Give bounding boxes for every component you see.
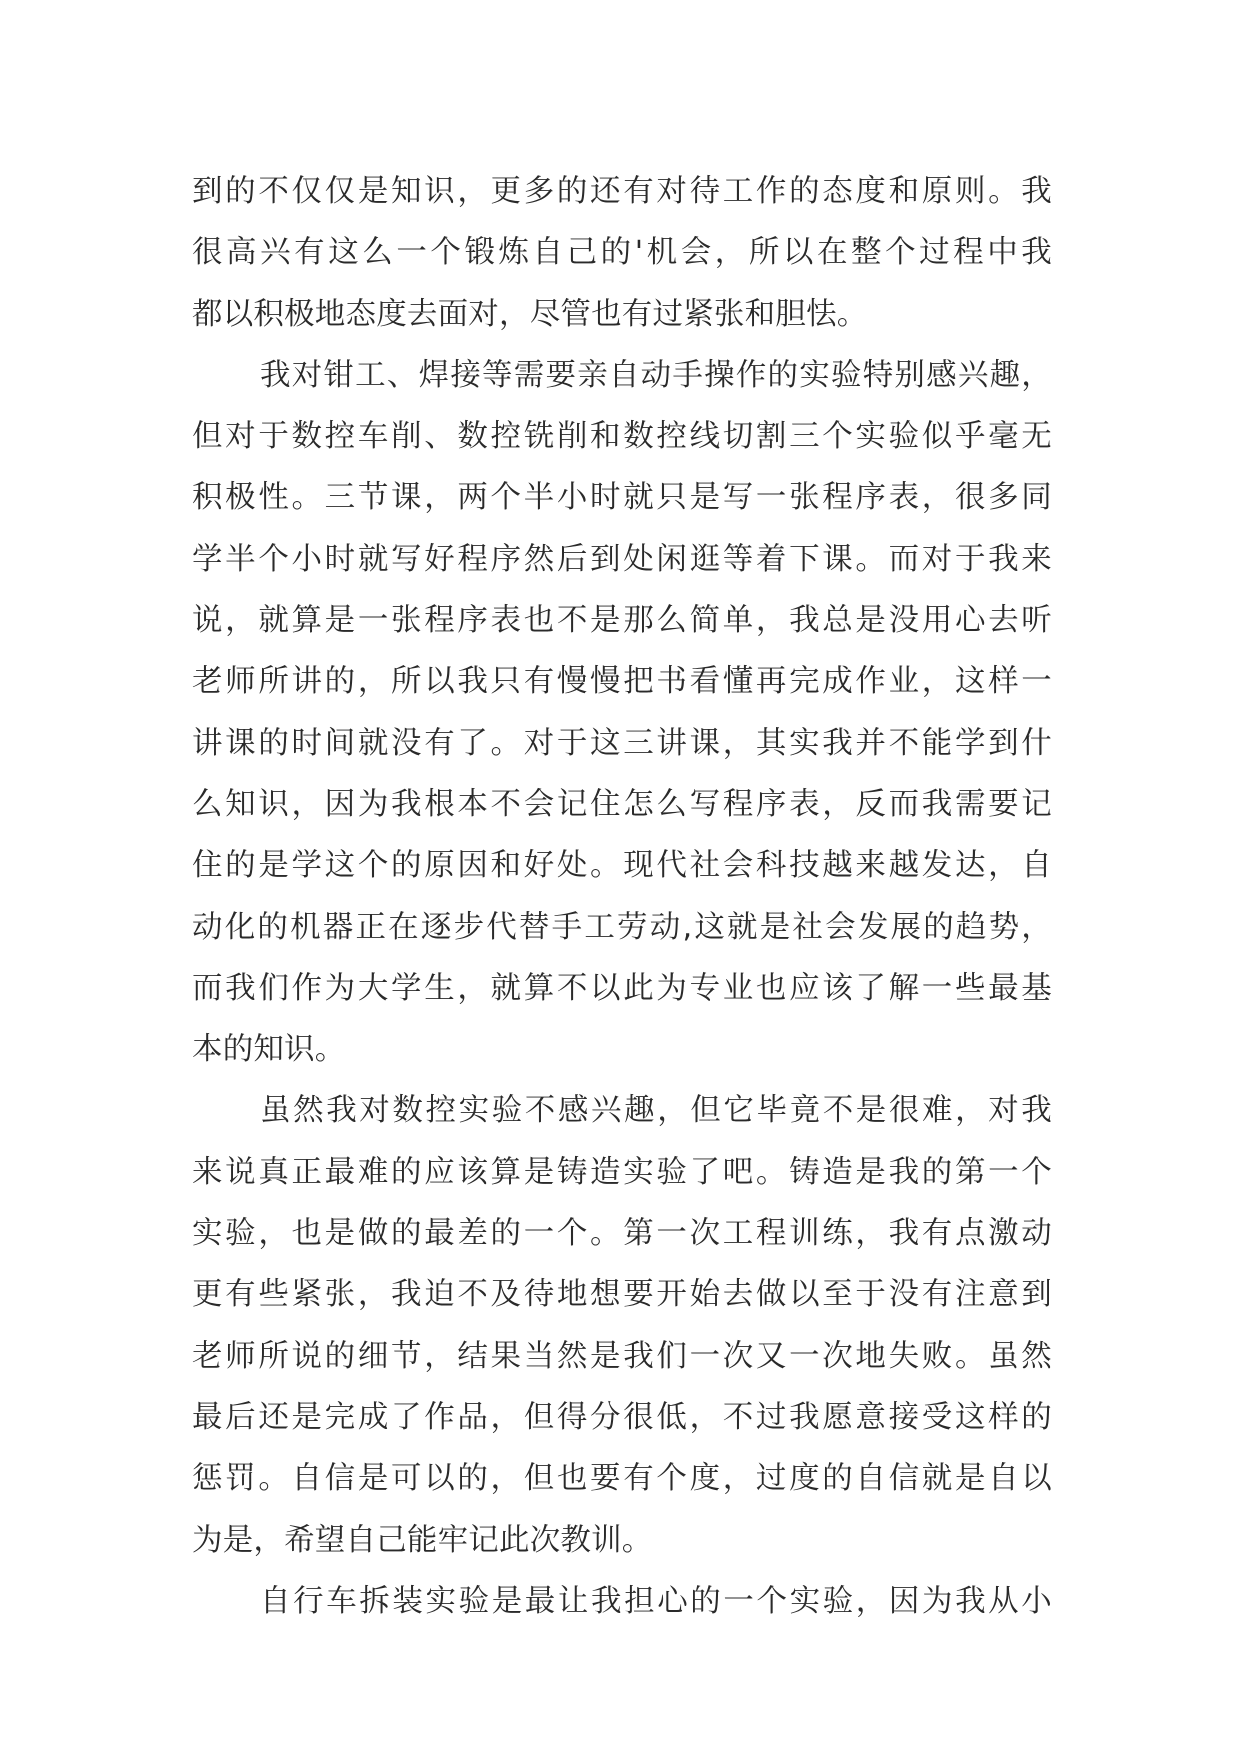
text-line: 学半个小时就写好程序然后到处闲逛等着下课。而对于我来 <box>192 541 1052 577</box>
text-line: 而我们作为大学生，就算不以此为专业也应该了解一些最基 <box>192 970 1052 1006</box>
text-line: 更有些紧张，我迫不及待地想要开始去做以至于没有注意到 <box>192 1277 1052 1313</box>
text-line: 到的不仅仅是知识，更多的还有对待工作的态度和原则。我 <box>192 174 1052 209</box>
text-line: 讲课的时间就没有了。对于这三讲课，其实我并不能学到什 <box>192 725 1052 761</box>
text-line: 老师所讲的，所以我只有慢慢把书看懂再完成作业，这样一 <box>192 664 1052 700</box>
text-line: 最后还是完成了作品，但得分很低，不过我愿意接受这样的 <box>192 1399 1052 1435</box>
text-line: 惩罚。自信是可以的，但也要有个度，过度的自信就是自以 <box>192 1461 1052 1497</box>
text-line: 住的是学这个的原因和好处。现代社会科技越来越发达，自 <box>192 848 1052 884</box>
text-line: 来说真正最难的应该算是铸造实验了吧。铸造是我的第一个 <box>192 1154 1052 1190</box>
text-line: 说，就算是一张程序表也不是那么简单，我总是没用心去听 <box>192 603 1052 639</box>
text-line: 但对于数控车削、数控铣削和数控线切割三个实验似乎毫无 <box>192 419 1052 455</box>
text-line: 老师所说的细节，结果当然是我们一次又一次地失败。虽然 <box>192 1338 1052 1374</box>
text-line: 为是，希望自己能牢记此次教训。 <box>192 1522 653 1558</box>
paragraph-first-line: 自行车拆装实验是最让我担心的一个实验，因为我从小 <box>260 1583 1052 1619</box>
text-line: 很高兴有这么一个锻炼自己的'机会，所以在整个过程中我 <box>192 235 1052 271</box>
text-line: 动化的机器正在逐步代替手工劳动,这就是社会发展的趋势， <box>192 909 1052 945</box>
text-line: 都以积极地态度去面对，尽管也有过紧张和胆怯。 <box>192 296 868 332</box>
text-line: 积极性。三节课，两个半小时就只是写一张程序表，很多同 <box>192 480 1052 516</box>
paragraph-first-line: 我对钳工、焊接等需要亲自动手操作的实验特别感兴趣， <box>260 357 1052 393</box>
text-line: 本的知识。 <box>192 1032 346 1068</box>
text-line: 实验，也是做的最差的一个。第一次工程训练，我有点激动 <box>192 1216 1052 1252</box>
paragraph-first-line: 虽然我对数控实验不感兴趣，但它毕竟不是很难，对我 <box>260 1093 1052 1129</box>
body-text <box>192 161 1052 1632</box>
text-line: 么知识，因为我根本不会记住怎么写程序表，反而我需要记 <box>192 786 1052 822</box>
